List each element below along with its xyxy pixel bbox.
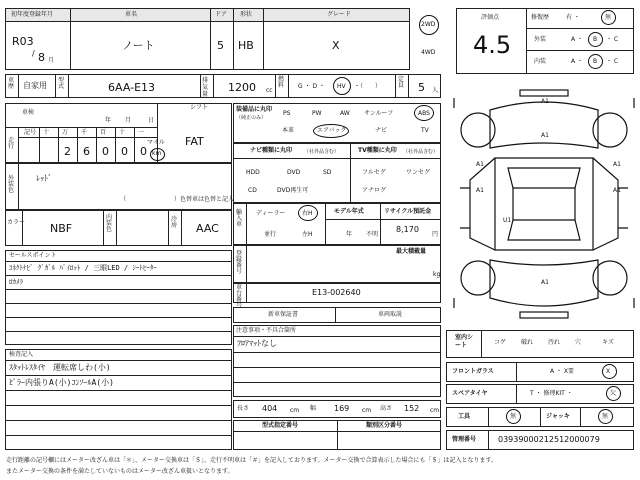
drive-4wd: 4WD — [421, 49, 436, 56]
recycle-unit: 円 — [432, 231, 439, 238]
car-manual: 車両取説 — [378, 311, 403, 318]
chassis-number: E13-002640 — [312, 288, 361, 297]
ac-value: AAC — [196, 222, 219, 235]
score-value: 4.5 — [473, 31, 512, 59]
interior-seat-item: 汚れ — [548, 339, 561, 346]
navi-item: DVD — [287, 169, 301, 176]
tv-label: TV種類に丸印 — [358, 147, 397, 154]
score-label: 評価点 — [481, 14, 500, 21]
use-value: 自家用 — [23, 81, 47, 90]
inspection-line1: ｽﾀｯﾄﾚｽﾀｲﾔ 運転席しわ(小) — [9, 363, 111, 372]
cc-unit: cc — [266, 87, 273, 94]
tv-item: フルセグ — [362, 169, 386, 176]
digit-header: 一 — [138, 129, 145, 136]
fuel-rest: ・（ ） — [354, 83, 382, 90]
mile-label: マイル — [147, 139, 165, 146]
digit-value: 0 — [121, 145, 128, 158]
equipment-label: 装備品に丸印 — [236, 106, 273, 113]
door-label: ドア — [215, 11, 227, 18]
model-code: 6AA-E13 — [108, 81, 156, 94]
interior-score-label: 内装 — [534, 58, 547, 65]
dealer-label: ディーラー — [256, 210, 286, 217]
capacity-label: 定員 — [398, 76, 405, 89]
class-number-label: 類別区分番号 — [366, 422, 403, 429]
navi-item: DVD再生可 — [277, 187, 309, 194]
inspection-day: 日 — [148, 117, 155, 124]
displacement: 1200 — [228, 81, 256, 94]
spare-selected: 欠 — [610, 390, 617, 397]
model-year-unknown: 不明 — [366, 231, 379, 238]
digit-value: 2 — [64, 145, 71, 158]
damage-mark: A1 — [476, 187, 484, 194]
left-hand: 左H — [302, 231, 313, 238]
right-hand: 右H — [302, 210, 313, 217]
capacity-unit: 人 — [432, 87, 439, 94]
repair-options: 有 ・ — [566, 14, 580, 21]
model-year-label: モデル年式 — [334, 208, 364, 215]
fuel-options: G ・ D ・ — [298, 83, 325, 90]
navi-item: CD — [248, 187, 257, 194]
color-value: ﾚｯﾄﾞ — [36, 174, 52, 183]
equipment-item: TV — [421, 127, 429, 134]
digit-header: 十 — [43, 129, 50, 136]
equipment-item: 本革 — [282, 127, 295, 134]
inspection-year: 年 — [105, 117, 112, 124]
jack-label: ジャッキ — [546, 413, 570, 420]
exterior-selected: B — [593, 36, 598, 43]
interior-seat-item: 穴 — [575, 339, 582, 346]
displacement-label: 排気量 — [202, 77, 209, 99]
recycle-value: 8,170 — [396, 225, 419, 234]
interior-options: A ・ — [571, 58, 584, 65]
reg-number-label: 登録番号 — [236, 250, 243, 275]
width-label: 幅 — [310, 405, 317, 412]
capacity: 5 — [418, 81, 425, 94]
interior-seat-label: 室内シート — [455, 334, 474, 350]
management-label: 管理番号 — [452, 436, 477, 443]
shape-label: 形状 — [240, 11, 253, 18]
max-load-unit: kg — [433, 271, 441, 278]
ac-label: 冷房 — [171, 216, 178, 229]
height-label: 高さ — [380, 405, 393, 412]
exterior-rest: ・ C — [606, 36, 619, 43]
reg-year: R03 — [12, 35, 34, 48]
parallel-label: 並行 — [264, 231, 277, 238]
damage-mark: A1 — [541, 98, 549, 105]
doors: 5 — [217, 39, 224, 52]
height: 152 — [404, 404, 420, 413]
glass-options: A ・ X要 — [550, 368, 575, 375]
digit-value: 0 — [140, 145, 147, 158]
glass-label: フロントガラス — [452, 368, 494, 375]
tv-sub: （社外品含む） — [403, 149, 439, 155]
reg-slash: / — [32, 49, 35, 58]
navi-item: SD — [323, 169, 332, 176]
interior-label: 内装色 — [106, 214, 113, 233]
reg-date-label: 初年度登録年月 — [11, 11, 54, 18]
shift: FAT — [185, 135, 204, 148]
inspection-month: 月 — [125, 117, 132, 124]
length-unit: cm — [290, 407, 300, 414]
inspection-label: 車検 — [22, 109, 35, 116]
model-year-unit: 年 — [346, 231, 353, 238]
interior-selected: B — [593, 58, 598, 65]
width: 169 — [334, 404, 350, 413]
color-code-label: カラー — [7, 219, 26, 226]
shift-label: シフト — [190, 104, 209, 111]
exterior-label: 外装 — [534, 36, 547, 43]
digit-header: 千 — [81, 129, 88, 136]
damage-mark: A1 — [476, 161, 484, 168]
equipment-sub: （純正のみ） — [236, 115, 267, 121]
fuel-label: 燃料 — [278, 76, 285, 89]
warranty-section — [233, 307, 441, 323]
interior-seat-item: コゲ — [494, 339, 507, 346]
chassis-label: 車台番号 — [236, 284, 243, 309]
equipment-item: サンルーフ — [364, 110, 394, 117]
grade: X — [332, 39, 340, 52]
height-unit: cm — [430, 407, 440, 414]
car-name-label: 車名 — [125, 11, 138, 18]
navi-label: ナビ種類に丸印 — [250, 147, 293, 154]
repair-label: 修復歴 — [531, 14, 550, 21]
damage-mark: A1 — [613, 161, 621, 168]
digit-header: 十 — [119, 129, 126, 136]
digit-value: 0 — [102, 145, 109, 158]
distance-label: 走行 — [8, 137, 15, 150]
recycle-label: リサイクル預託金 — [384, 208, 432, 215]
digit-header: 万 — [62, 129, 69, 136]
type-designation-label: 型式指定番号 — [262, 422, 299, 429]
equipment-item: AW — [340, 110, 350, 117]
notes-value: ﾌﾛｱﾏｯﾄなし — [237, 339, 277, 348]
digit-value: 6 — [83, 145, 90, 158]
use-label: 車歴 — [8, 77, 15, 90]
spare-tire-label: スペアタイヤ — [452, 390, 488, 397]
navi-item: HDD — [246, 169, 260, 176]
sales-line1: ｺﾈｸﾄﾅﾋﾞ ｸﾞｶﾞﾙ ﾊﾟｲﾛｯﾄ / 三眼LED / ｼｰﾄﾋｰﾀｰ — [9, 264, 157, 272]
jack-selected: 無 — [602, 413, 609, 420]
reg-month-unit: 月 — [48, 57, 55, 64]
footer-line1: 走行距離の記号欄にはメーター改ざん車は「＊」、メーター交換車は「＄」、走行不明車は「＃」を記入しております。メーター交換で合算表示した場合にも「＄」は記入となります。 — [6, 457, 498, 464]
interior-seat-item: キズ — [602, 339, 614, 346]
inspection-line2: ﾋﾟﾗｰ内張りA(小)ｺﾝｿｰﾙA(小) — [9, 378, 114, 387]
spare-options: T ・ 修理KIT ・ — [530, 390, 573, 397]
interior-seat-item: 破れ — [521, 339, 534, 346]
sales-line2: ﾛｶﾒﾗ — [9, 278, 23, 286]
fuel-selected: HV — [337, 83, 346, 90]
km-label: km — [152, 150, 162, 157]
management-number: 03939000212512000079 — [498, 435, 600, 444]
tools-selected: 無 — [510, 413, 517, 420]
length: 404 — [262, 404, 278, 413]
max-load-label: 最大積載量 — [396, 248, 427, 255]
notes-label: 注意事項・不具合箇所 — [236, 327, 297, 334]
import-label: 輸入車 — [236, 209, 243, 228]
type-label: 型式 — [58, 77, 65, 90]
length-label: 長さ — [237, 405, 250, 412]
repair-selected: 無 — [605, 14, 612, 21]
inspection-notes-label: 検査記入 — [9, 351, 34, 358]
equipment-item: PW — [312, 110, 322, 117]
equipment-item: ABS — [418, 110, 430, 117]
tools-label: 工具 — [458, 413, 471, 420]
damage-mark: A1 — [541, 279, 549, 286]
new-car-warranty: 新車保証書 — [268, 311, 299, 318]
reg-month: 8 — [38, 51, 45, 64]
equipment-item: エアバック — [317, 127, 347, 134]
car-name: ノート — [122, 39, 155, 52]
interior-rest: ・ C — [606, 58, 619, 65]
equipment-item: ナビ — [375, 127, 388, 134]
damage-mark: U1 — [503, 217, 512, 224]
navi-sub: （社外品含む） — [304, 149, 340, 155]
color-code: NBF — [50, 222, 73, 235]
damage-mark: A1 — [541, 132, 549, 139]
digit-header: 百 — [100, 129, 107, 136]
glass-selected: X — [606, 368, 611, 375]
digit-header: 記号 — [24, 129, 37, 136]
footer-line2: またメーター交換の条件を満たしていないものはメーター改ざん車扱いとなります。 — [6, 468, 234, 475]
sales-label: セールスポイント — [9, 252, 57, 259]
exterior-options: A ・ — [571, 36, 584, 43]
tv-item: ワンセグ — [406, 169, 431, 176]
width-unit: cm — [362, 407, 372, 414]
drive-2wd: 2WD — [421, 21, 436, 28]
color-label: 外装色 — [8, 175, 15, 194]
grade-label: グレード — [327, 11, 352, 18]
damage-mark: A1 — [613, 187, 621, 194]
equipment-item: PS — [283, 110, 291, 117]
color-note: （ ）色替車は色替と記入 — [120, 196, 235, 203]
tv-item: アナログ — [362, 187, 387, 194]
body-shape: HB — [238, 39, 254, 52]
